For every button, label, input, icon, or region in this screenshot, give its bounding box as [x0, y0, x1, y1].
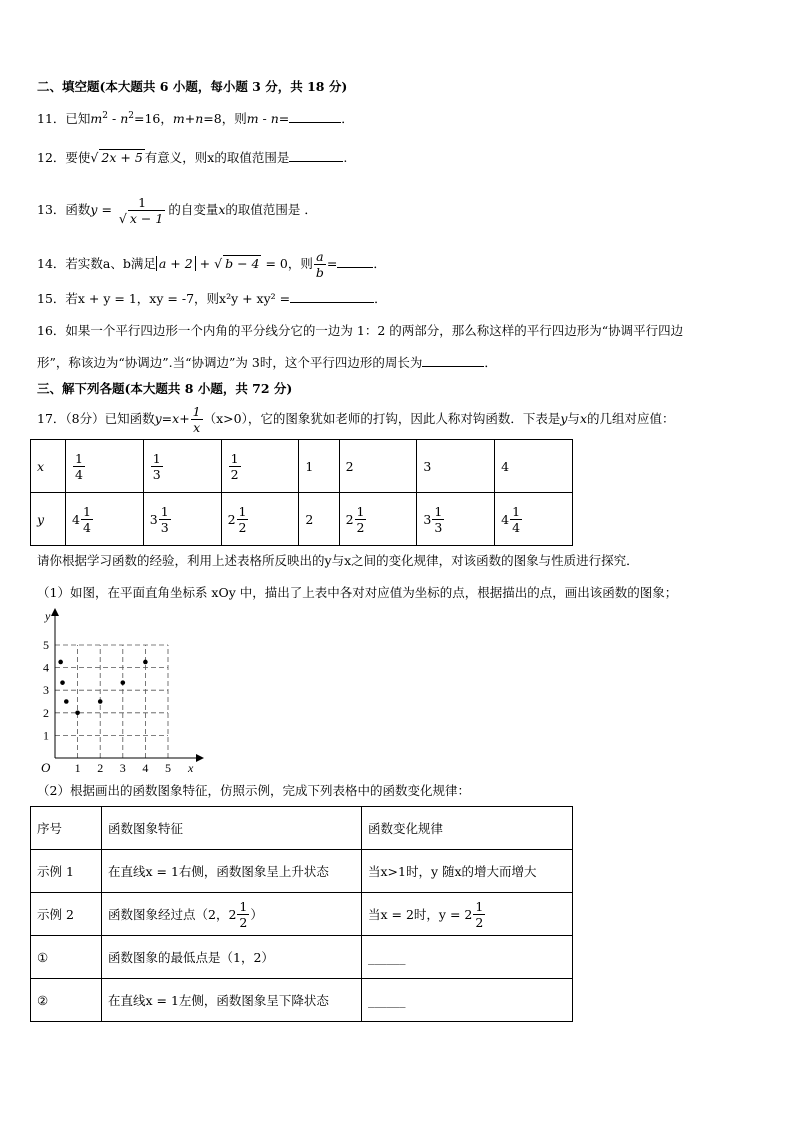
- q17-paragraph: 请你根据学习函数的经验，利用上述表格所反映出的y与x之间的变化规律，对该函数的图象与性质进行探究．: [37, 553, 639, 568]
- value: [228, 451, 242, 482]
- fraction: [473, 899, 485, 930]
- whole-part: 3: [423, 511, 432, 527]
- var-x: x: [218, 202, 226, 217]
- radicand: b − 4: [225, 256, 260, 271]
- q13-text: 的自变量: [168, 202, 219, 217]
- exponent: 2: [128, 111, 134, 121]
- fraction: [510, 504, 522, 535]
- x-tick-label: 1: [74, 761, 81, 775]
- q14-text: 若实数a、b满足: [65, 256, 156, 271]
- numerator: 1: [138, 195, 147, 210]
- question-13: [37, 190, 317, 230]
- q17-text: 17．（8分）已知函数: [37, 411, 155, 426]
- numerator: 1: [192, 404, 201, 419]
- table-cell: 在直线x = 1左侧，函数图象呈下降状态: [102, 979, 362, 1022]
- fraction: [355, 504, 367, 535]
- q12-text: 要使: [65, 150, 91, 165]
- question-14: [37, 248, 386, 280]
- minus: -: [108, 111, 121, 127]
- data-point: [98, 699, 103, 704]
- table-cell: 2: [299, 493, 339, 546]
- plus: +: [195, 256, 215, 271]
- question-15: [37, 290, 387, 308]
- denominator: 2: [238, 519, 247, 535]
- x-tick-label: 3: [119, 761, 126, 775]
- table-cell: 1: [299, 440, 339, 493]
- value: [423, 504, 445, 535]
- cell-content: [368, 899, 486, 930]
- y-tick-label: 1: [43, 728, 49, 743]
- q11-expr: m - n: [246, 111, 279, 127]
- question-12: [37, 149, 347, 167]
- fraction: [191, 404, 203, 435]
- function-expr: y=x+: [154, 411, 190, 426]
- origin-label: O: [41, 760, 51, 775]
- numerator: 1: [512, 503, 521, 519]
- table-cell: 函数图象的最低点是（1，2）: [102, 936, 362, 979]
- denominator: 4: [75, 466, 83, 482]
- numerator: 1: [239, 898, 248, 914]
- fraction: [81, 504, 93, 535]
- y-tick-label: 3: [43, 683, 49, 698]
- table-cell: [102, 893, 362, 936]
- q17-part-2: （2）根据画出的函数图象特征，仿照示例，完成下列表格中的函数变化规律：: [37, 783, 470, 798]
- q14-text: = 0，则: [261, 256, 313, 271]
- data-point: [58, 660, 63, 665]
- denominator: 3: [160, 519, 169, 535]
- table-cell: 当x>1时，y 随x的增大而增大: [362, 850, 573, 893]
- q13-text: 的取值范围是 ．: [225, 202, 317, 217]
- y-tick-label: 4: [43, 660, 49, 675]
- data-point: [143, 660, 148, 665]
- question-number: 11．: [37, 111, 66, 127]
- numerator: a: [316, 249, 324, 264]
- fraction: [73, 451, 85, 482]
- fraction: [237, 899, 249, 930]
- x-tick-label: 5: [165, 761, 171, 775]
- q17-text: 与: [567, 411, 580, 426]
- denominator: 4: [512, 519, 521, 535]
- denominator: 2: [475, 914, 484, 930]
- table-cell: 示例 1: [31, 850, 102, 893]
- q11-text: 已知: [65, 111, 91, 127]
- table-cell: [143, 440, 221, 493]
- whole-part: 2: [227, 511, 236, 527]
- question-11: [37, 107, 354, 128]
- answer-blank[interactable]: [422, 354, 484, 367]
- rule-table: [30, 806, 573, 1022]
- fraction: [229, 451, 241, 482]
- data-point: [64, 699, 69, 704]
- sqrt-sign: √: [214, 256, 223, 271]
- q15-text: 若x + y = 1，xy = -7，则x²y + xy² =: [65, 291, 291, 306]
- question-number: 12．: [37, 150, 66, 165]
- data-point: [75, 711, 80, 716]
- table-row: [31, 850, 573, 893]
- header-cell: 函数图象特征: [102, 807, 362, 850]
- numerator: 1: [152, 450, 161, 466]
- fraction: [237, 504, 249, 535]
- value: [72, 451, 86, 482]
- x-axis-label: x: [188, 761, 194, 775]
- value: [72, 504, 94, 535]
- q16-text: 形”，称该边为“协调边”.当“协调边”为 3时，这个平行四边形的周长为: [37, 355, 423, 370]
- fraction: [159, 504, 171, 535]
- var-y: y: [560, 411, 568, 426]
- fraction: [314, 249, 326, 280]
- table-row: [31, 893, 573, 936]
- header-cell: 序号: [31, 807, 102, 850]
- denominator: x: [193, 420, 201, 435]
- y-tick-label: 5: [43, 638, 49, 652]
- table-cell: 4: [495, 440, 573, 493]
- q17-text: （x>0），它的图象犹如老师的打钩，因此人称对钩函数．下表是: [203, 411, 561, 426]
- var-y: y: [90, 202, 98, 217]
- question-number: 14．: [37, 256, 66, 271]
- denominator: [117, 211, 167, 226]
- table-cell: ②: [31, 979, 102, 1022]
- denominator: 2: [230, 466, 239, 482]
- section-2-title: 二、填空题(本大题共 6 小题，每小题 3 分，共 18 分): [37, 79, 348, 94]
- row-label: x: [31, 440, 66, 493]
- tick-labels: [43, 638, 171, 775]
- q17-part-1: （1）如图，在平面直角坐标系 xOy 中，描出了上表中各对对应值为坐标的点，根据描出的点，画出该函数的图象；: [37, 585, 678, 600]
- var-m: m: [90, 111, 103, 127]
- sqrt-sign: √: [118, 211, 127, 226]
- whole-part: 4: [501, 511, 510, 527]
- table-cell: [66, 440, 144, 493]
- table-cell: [66, 493, 144, 546]
- q12-text: 有意义，则x的取值范围是: [144, 150, 290, 165]
- denominator: 3: [152, 466, 161, 482]
- question-number: 13．: [37, 202, 66, 217]
- table-cell: 在直线x = 1右侧，函数图象呈上升状态: [102, 850, 362, 893]
- exponent: 2: [102, 111, 109, 121]
- table-cell: [221, 440, 299, 493]
- table-row: [31, 979, 573, 1022]
- fraction: [432, 504, 444, 535]
- whole-part: 2: [345, 511, 354, 527]
- sqrt-sign: √: [90, 150, 99, 165]
- grid: [55, 645, 168, 758]
- q16-end: ．: [484, 355, 497, 370]
- cell-text: 函数图象经过点（2，2: [108, 907, 237, 922]
- value: [150, 504, 172, 535]
- table-cell: [221, 493, 299, 546]
- header-cell: 函数变化规律: [362, 807, 573, 850]
- question-number: 15．: [37, 291, 66, 306]
- q11-expr: m+n: [172, 111, 204, 127]
- denominator: 2: [239, 914, 248, 930]
- answer-blank[interactable]: [337, 255, 373, 268]
- y-tick-label: 2: [43, 705, 49, 720]
- q17-text: 的几组对应值：: [587, 411, 675, 426]
- numerator: 1: [356, 503, 365, 519]
- table-cell: [143, 493, 221, 546]
- y-axis-label: y: [45, 609, 51, 623]
- numerator: 1: [238, 503, 247, 519]
- table-row-y: [31, 493, 573, 546]
- numerator: 1: [475, 898, 484, 914]
- whole-part: 4: [72, 511, 80, 527]
- table-cell: 2: [339, 440, 417, 493]
- q15-end: ．: [374, 291, 387, 306]
- denominator: 4: [82, 519, 91, 535]
- q11-text: =8，则: [203, 111, 247, 127]
- answer-cell[interactable]: ______: [362, 979, 573, 1022]
- question-17: [37, 401, 675, 437]
- numerator: 1: [82, 503, 91, 519]
- table-cell: ①: [31, 936, 102, 979]
- q11-text: =16，: [133, 111, 173, 127]
- radicand: x − 1: [129, 211, 164, 226]
- fraction: [117, 195, 167, 226]
- table-cell: 3: [417, 440, 495, 493]
- table-header-row: [31, 807, 573, 850]
- value: [501, 504, 523, 535]
- answer-blank[interactable]: [289, 149, 343, 162]
- value-table: [30, 439, 573, 546]
- table-cell: 示例 2: [31, 893, 102, 936]
- q13-text: 函数: [65, 202, 91, 217]
- denominator: 2: [356, 519, 365, 535]
- denominator: b: [315, 265, 324, 280]
- cell-text: 当x = 2时，y = 2: [368, 907, 473, 922]
- q11-text: =: [278, 111, 290, 127]
- numerator: 1: [230, 450, 239, 466]
- x-tick-label: 4: [142, 761, 149, 775]
- row-label: y: [31, 493, 66, 546]
- table-row-x: [31, 440, 573, 493]
- equals: =: [97, 202, 116, 217]
- coordinate-plane: [30, 604, 210, 776]
- numerator: 1: [434, 503, 443, 519]
- cell-text: ）: [250, 907, 263, 922]
- denominator: 3: [434, 519, 443, 535]
- absolute-value: a + 2: [156, 256, 196, 271]
- value: [150, 451, 164, 482]
- table-row: [31, 936, 573, 979]
- var-x: x: [579, 411, 587, 426]
- table-cell: [495, 493, 573, 546]
- data-point: [60, 680, 65, 685]
- question-16-line-1: 16．如果一个平行四边形一个内角的平分线分它的一边为 1：2 的两部分，那么称这样的平行四边形为“协调平行四边: [37, 323, 684, 338]
- answer-blank[interactable]: [290, 290, 374, 303]
- table-cell: [362, 893, 573, 936]
- q14-text: =: [326, 256, 338, 271]
- var-n: n: [120, 111, 129, 127]
- section-3-title: 三、解下列各题(本大题共 8 小题，共 72 分): [37, 381, 293, 396]
- numerator: 1: [75, 450, 83, 466]
- numerator: 1: [160, 503, 169, 519]
- fraction: [151, 451, 163, 482]
- answer-blank[interactable]: [289, 110, 341, 123]
- q12-end: .: [343, 150, 348, 165]
- question-16-line-2: [37, 354, 497, 372]
- whole-part: 3: [149, 511, 158, 527]
- q11-end: ．: [341, 111, 354, 127]
- x-tick-label: 2: [97, 761, 104, 775]
- answer-cell[interactable]: ______: [362, 936, 573, 979]
- table-cell: [339, 493, 417, 546]
- data-point: [121, 680, 126, 685]
- cell-content: [108, 899, 263, 930]
- table-cell: [417, 493, 495, 546]
- radicand: 2x + 5: [101, 150, 143, 165]
- value: [346, 504, 368, 535]
- value: [228, 504, 250, 535]
- q14-end: ．: [373, 256, 386, 271]
